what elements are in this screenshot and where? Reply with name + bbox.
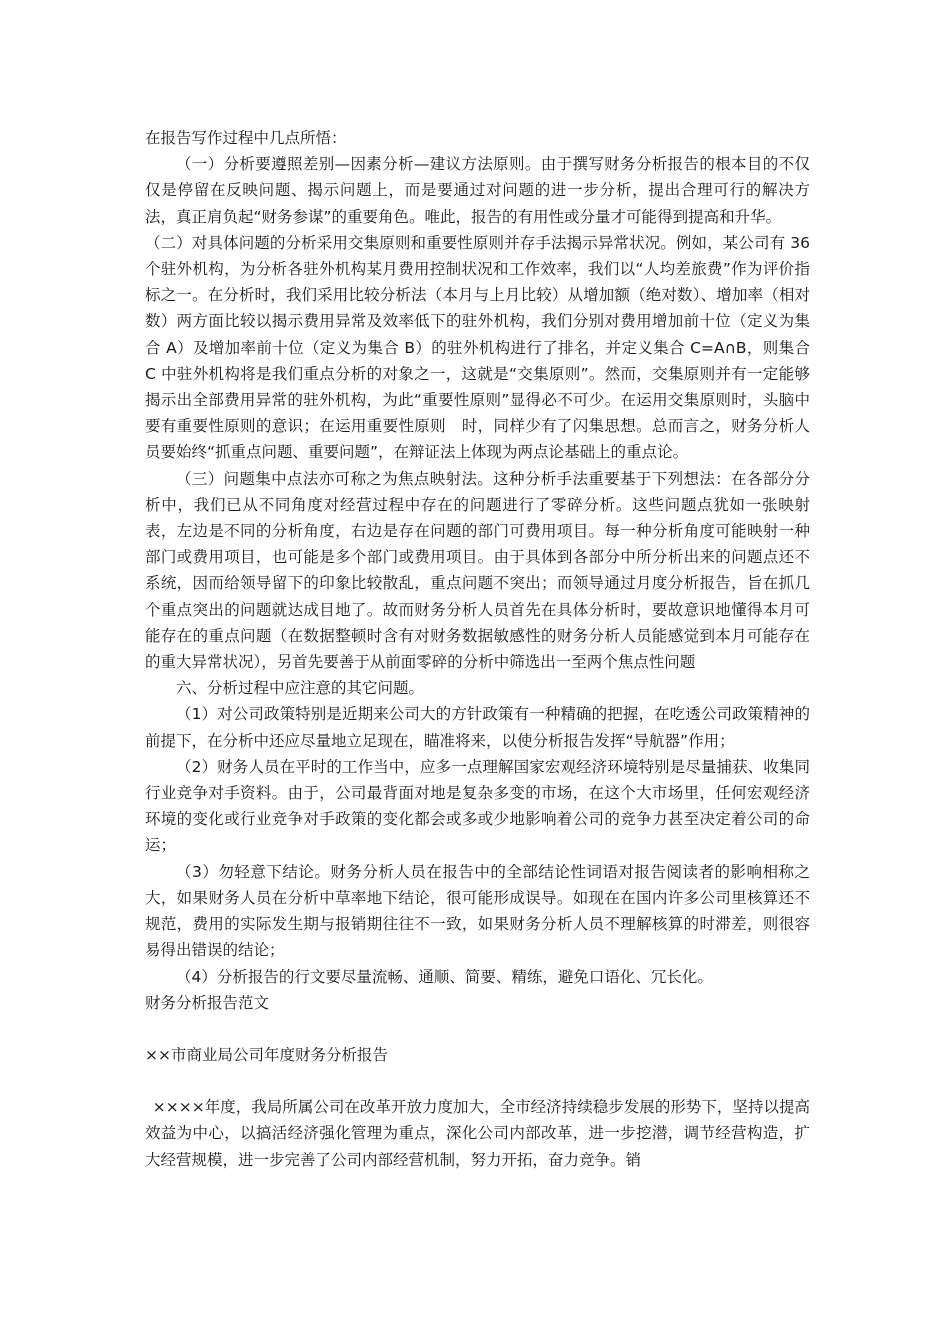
paragraph-principle-1: （一）分析要遵照差别—因素分析—建议方法原则。由于撰写财务分析报告的根本目的不仅仅是停留在反映问题、揭示问题上，而是要通过对问题的进一步分析，提出合理可行的解决方法，真正肩负起“财务参谋”的重要角色。唯此，报告的有用性或分量才可能得到提高和升华。 — [145, 155, 810, 226]
paragraph-principle-3: （三）问题集中点法亦可称之为焦点映射法。这种分析手法重要基于下列想法：在各部分分析中，我们已从不同角度对经营过程中存在的问题进行了零碎分析。这些问题点犹如一张映射表，左边是不同的分析角度，右边是存在问题的部门可费用项目。每一种分析角度可能映射一种部门或费用项目，也可能是多个部门或费用项目。由于具体到各部分中所分析出来的问题点还不系统，因而给领导留下的印象比较散乱，重点问题不突出；而领导通过月度分析报告，旨在抓几个重点突出的问题就达成目地了。故而财务分析人员首先在具体分析时，要故意识地懂得本月可能存在的重点问题（在数据整顿时含有对财务数据敏感性的财务分析人员能感觉到本月可能存在的重大异常状况），另首先要善于从前面零碎的分析中筛选出一至两个焦点性问题 — [145, 469, 810, 672]
sample-report-heading: 财务分析报告范文 — [145, 993, 270, 1012]
blank-line — [145, 1016, 810, 1042]
document-body — [145, 125, 810, 1173]
paragraph-item-3: （3）勿轻意下结论。财务分析人员在报告中的全部结论性词语对报告阅读者的影响相称之大，如果财务人员在分析中草率地下结论，很可能形成误导。如现在在国内许多公司里核算还不规范，费用的实际发生期与报销期往往不一致，如果财务分析人员不理解核算的时滞差，则很容易得出错误的结论； — [145, 862, 810, 960]
report-opening-paragraph: ××××年度，我局所属公司在改革开放力度加大，全市经济持续稳步发展的形势下，坚持以提高效益为中心，以搞活经济强化管理为重点，深化公司内部改革，进一步挖潜，调节经营构造，扩大经营规模，进一步完善了公司内部经营机制，努力开拓，奋力竞争。销 — [145, 1098, 810, 1169]
blank-line — [145, 1068, 810, 1094]
paragraph-item-1: （1）对公司政策特别是近期来公司大的方针政策有一种精确的把握，在吃透公司政策精神的前提下，在分析中还应尽量地立足现在，瞄准将来，以使分析报告发挥“导航器”作用； — [145, 705, 810, 750]
paragraph-item-2: （2）财务人员在平时的工作当中，应多一点理解国家宏观经济环境特别是尽量捕获、收集同行业竞争对手资料。由于，公司最背面对地是复杂多变的市场，在这个大市场里，任何宏观经济环境的变化或行业竞争对手政策的变化都会或多或少地影响着公司的竞争力甚至决定着公司的命运； — [145, 757, 810, 855]
paragraph-item-4: （4）分析报告的行文要尽量流畅、通顺、简要、精练，避免口语化、冗长化。 — [176, 967, 713, 986]
report-title: ××市商业局公司年度财务分析报告 — [145, 1045, 388, 1064]
paragraph-principle-2: （二）对具体问题的分析采用交集原则和重要性原则并存手法揭示异常状况。例如，某公司有 36 个驻外机构，为分析各驻外机构某月费用控制状况和工作效率，我们以“人均差旅费”作为评价指标之一。在分析时，我们采用比较分析法（本月与上月比较）从增加额（绝对数）、增加率（相对数）两方面比较以揭示费用异常及效率低下的驻外机构，我们分别对费用增加前十位（定义为集合 A）及增加率前十位（定义为集合 B）的驻外机构进行了排名，并定义集合 C=A∩B，则集合 C 中驻外机构将是我们重点分析的对象之一，这就是“交集原则”。然而，交集原则并有一定能够揭示出全部费用异常的驻外机构，为此“重要性原则”显得必不可少。在运用交集原则时，头脑中要有重要性原则的意识；在运用重要性原则 时，同样少有了闪集思想。总而言之，财务分析人员要始终“抓重点问题、重要问题”，在辩证法上体现为两点论基础上的重点论。 — [145, 233, 810, 462]
intro-heading: 在报告写作过程中几点所悟： — [145, 129, 347, 147]
section-six-heading: 六、分析过程中应注意的其它问题。 — [176, 679, 425, 698]
